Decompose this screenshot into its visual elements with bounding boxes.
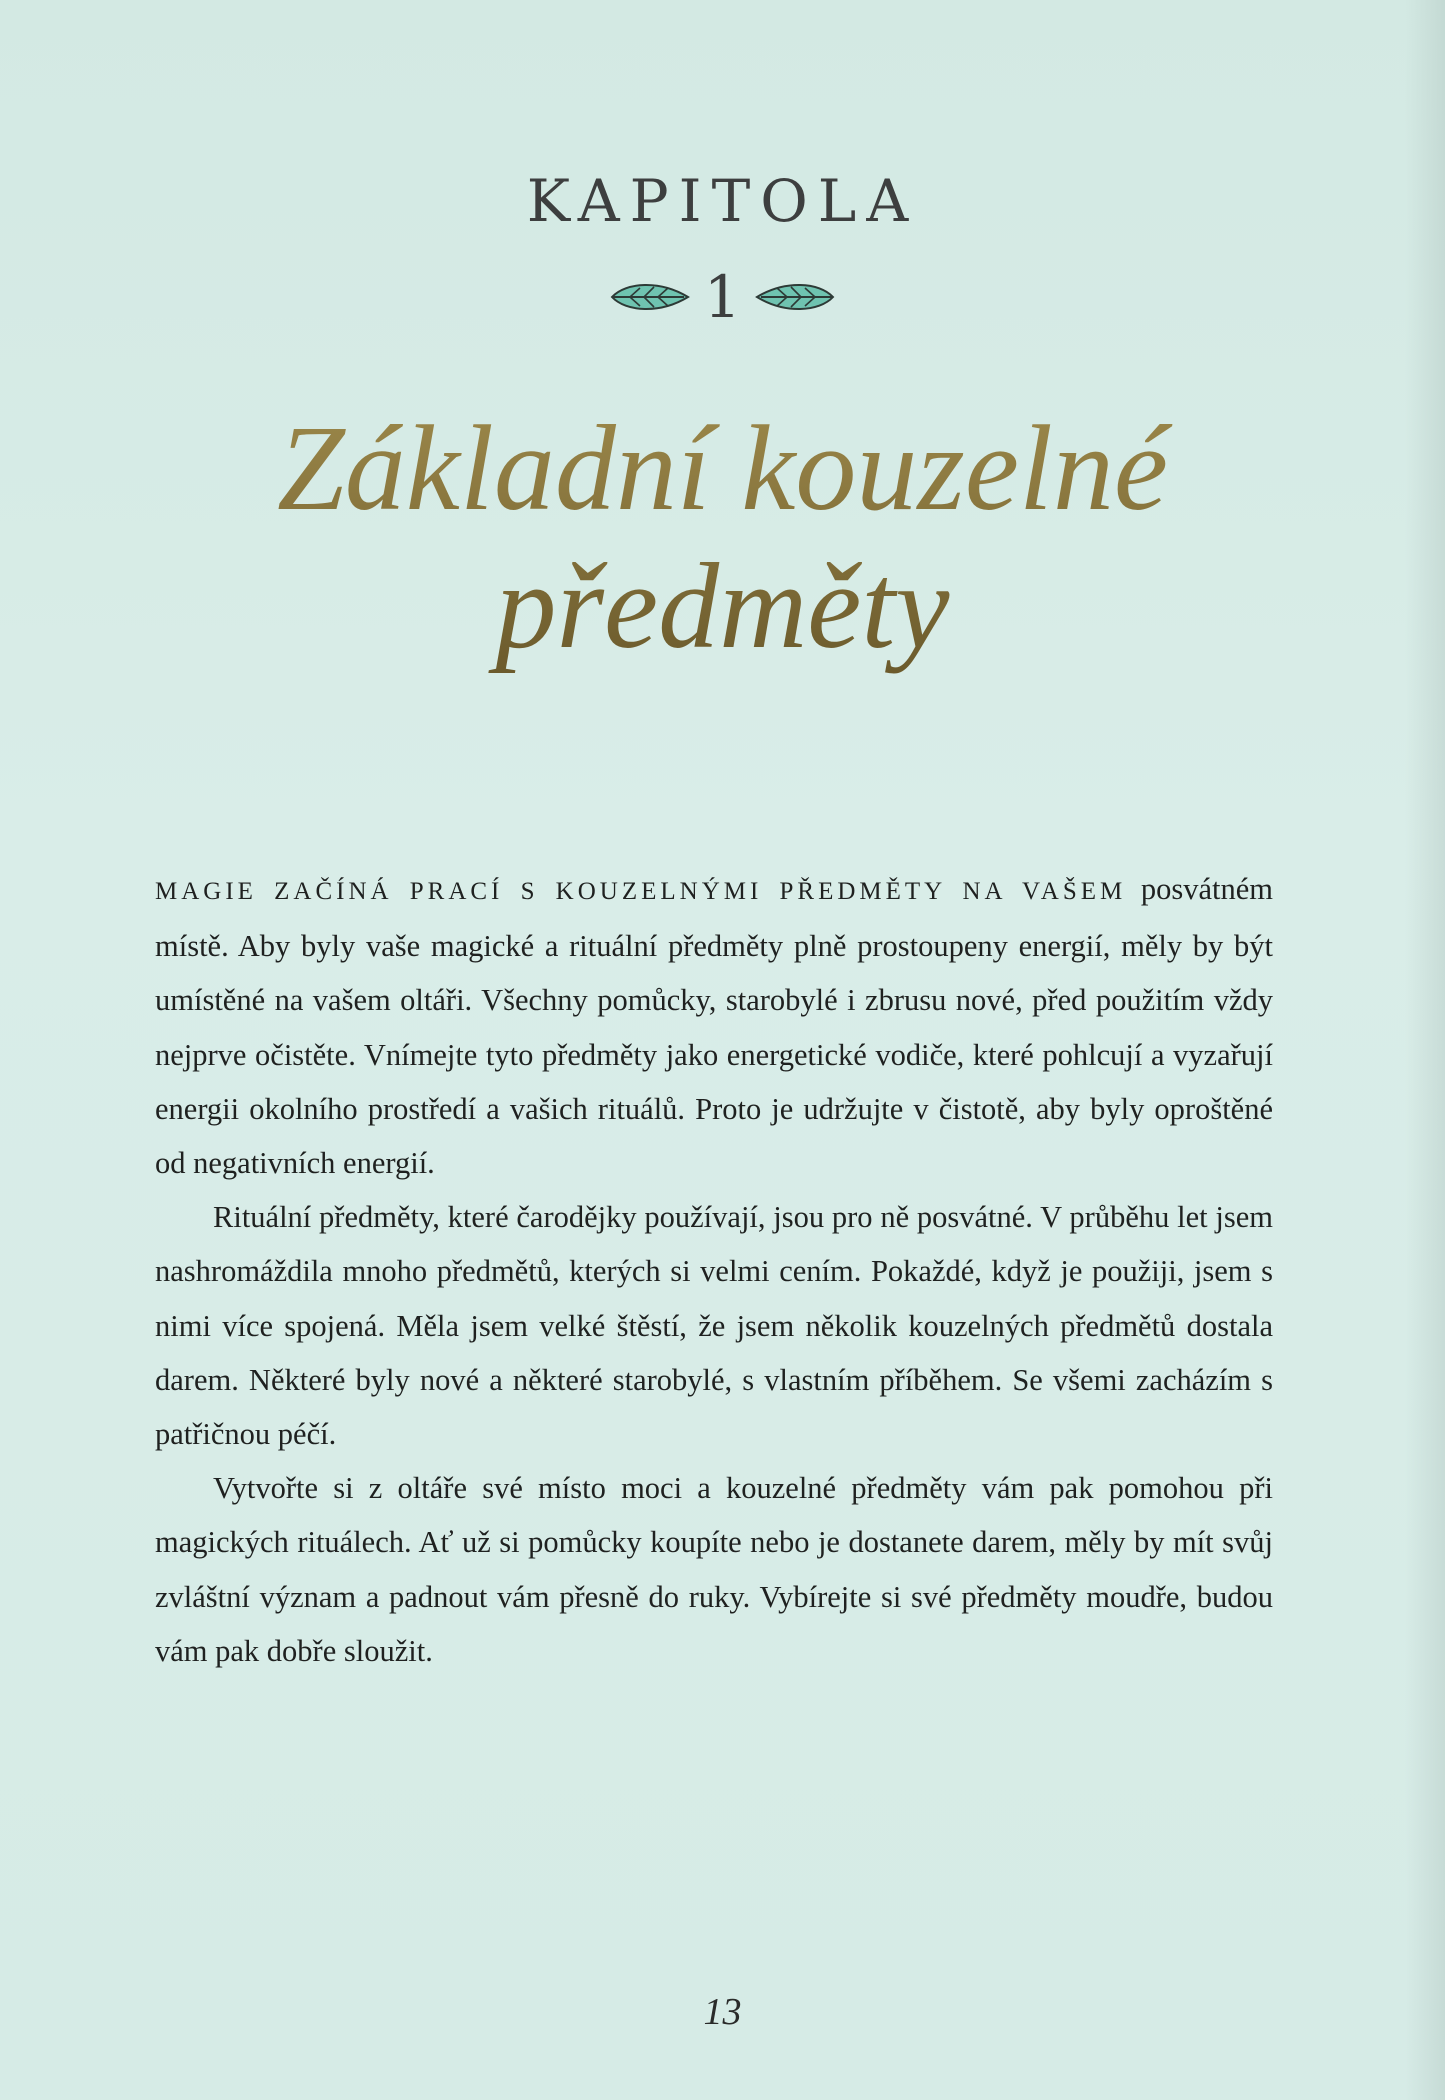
paragraph-1-text: posvátném místě. Aby byly vaše magické a rituální předměty plně prostoupeny energií, měly by být umístěné na vašem oltáři. Všechny pomůcky, starobylé i zbrusu nové, před použitím vždy nejprve očistěte. Vnímejte tyto předměty jako energetické vodiče, které pohlcují a vyzařují energii okolního prostředí a vašich rituálů. Proto je udržujte v čistotě, aby byly oproštěné od negativních energií. — [155, 872, 1273, 1181]
paragraph-1 — [155, 862, 1273, 1190]
chapter-title-line-1: Základní kouzelné — [276, 401, 1169, 536]
paragraph-2: Rituální předměty, které čarodějky používají, jsou pro ně posvátné. V průběhu let jsem nashromáždila mnoho předmětů, kterých si velmi cením. Pokaždé, když je použiji, jsem s nimi více spojená. Měla jsem velké štěstí, že jsem několik kouzelných předmětů dostala darem. Některé byly nové a některé starobylé, s vlastním příběhem. Se všemi zacházím s patřičnou péčí. — [155, 1200, 1273, 1452]
paragraph-lead-in: MAGIE ZAČÍNÁ PRACÍ S KOUZELNÝMI PŘEDMĚTY NA VAŠEM — [155, 878, 1127, 905]
body-text — [155, 862, 1273, 1678]
chapter-header — [0, 167, 1445, 331]
chapter-number-row — [0, 263, 1445, 331]
chapter-number: 1 — [704, 263, 741, 331]
chapter-title — [0, 400, 1445, 676]
page-number: 13 — [703, 1991, 742, 2033]
leaf-icon — [755, 280, 835, 314]
chapter-label: KAPITOLA — [526, 167, 919, 235]
leaf-icon — [610, 280, 690, 314]
paragraph-3: Vytvořte si z oltáře své místo moci a kouzelné předměty vám pak pomohou při magických rituálech. Ať už si pomůcky koupíte nebo je dostanete darem, měly by mít svůj zvláštní význam a padnout vám přesně do ruky. Vybírejte si své předměty moudře, budou vám pak dobře sloužit. — [155, 1471, 1273, 1668]
chapter-title-line-2: předměty — [495, 538, 950, 674]
